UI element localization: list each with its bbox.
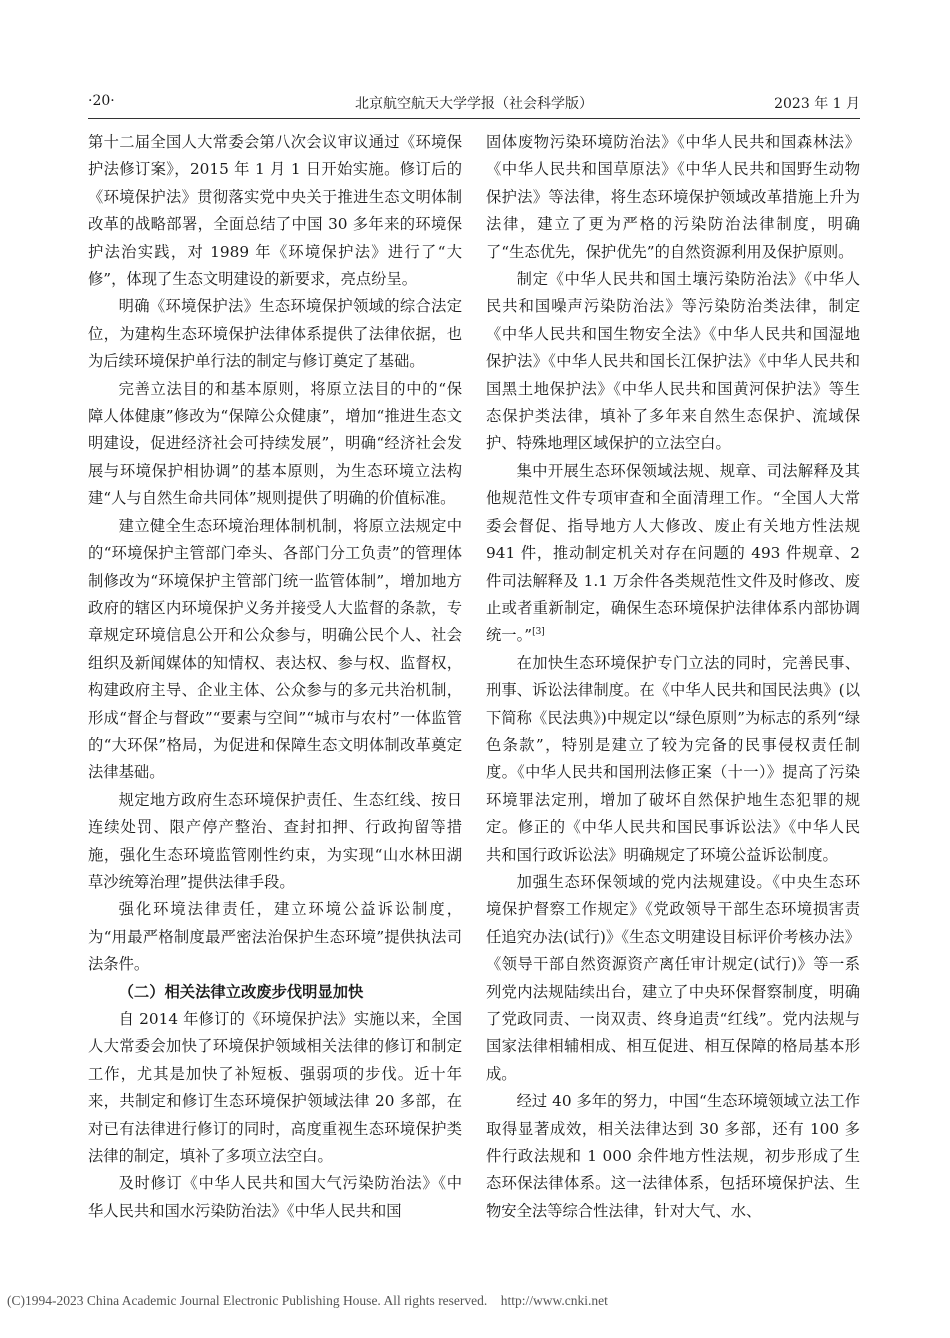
paragraph: 明确《环境保护法》生态环境保护领域的综合法定位，为建构生态环境保护法律体系提供了法律依据，也为后续环境保护单行法的制定与修订奠定了基础。 [88,297,462,371]
header-rule [88,118,860,119]
paragraph: 规定地方政府生态环境保护责任、生态红线、按日连续处罚、限产停产整治、查封扣押、行政拘留等措施，强化生态环境监管刚性约束，为实现“山水林田湖草沙统筹治理”提供法律手段。 [88,790,462,891]
issue-date: 2023 年 1 月 [774,96,860,112]
running-header [88,93,860,115]
left-column [88,129,462,1225]
paragraph: 强化环境法律责任，建立环境公益诉讼制度，为“用最严格制度最严密法治保护生态环境”提供执法司法条件。 [88,900,462,974]
quote-text: 集中开展生态环保领域法规、规章、司法解释及其他规范性文件专项审查和全面清理工作。“全国人大常委会督促、指导地方人大修改、废止有关地方性法规 941 件，推动制定机关对存在问题的 493 件规章、2 件司法解释及 1.1 万余件各类规范性文件及时修改、废止或者重新制定，确保生态环境保护法律体系内部协调统一。” [486,461,860,645]
paragraph: 加强生态环保领域的党内法规建设。《中央生态环境保护督察工作规定》《党政领导干部生态环境损害责任追究办法(试行)》《生态文明建设目标评价考核办法》《领导干部自然资源资产离任审计规定(试行)》等一系列党内法规陆续出台，建立了中央环保督察制度，明确了党政同责、一岗双责、终身追责“红线”。党内法规与国家法律相辅相成、相互促进、相互保障的格局基本形成。 [486,872,860,1083]
page-number: ·20· [88,93,115,109]
paragraph: 及时修订《中华人民共和国大气污染防治法》《中华人民共和国水污染防治法》《中华人民共和国 [88,1174,462,1220]
right-column [486,129,860,1225]
paragraph: 经过 40 多年的努力，中国“生态环境领域立法工作取得显著成效，相关法律达到 30 多部，还有 100 多件行政法规和 1 000 余件地方性法规，初步形成了生态环保法律体系。这一法律体系，包括环境保护法、生物安全法等综合性法律，针对大气、水、 [486,1092,860,1220]
paragraph [486,458,860,650]
paragraph: 第十二届全国人大常委会第八次会议审议通过《环境保护法修订案》，2015 年 1 月 1 日开始实施。修订后的《环境保护法》贯彻落实党中央关于推进生态文明体制改革的战略部署，全面总结了中国 30 多年来的环境保护法治实践，对 1989 年《环境保护法》进行了“大修”，体现了生态文明建设的新要求，亮点纷呈。 [88,133,462,289]
paragraph: 建立健全生态环境治理体制机制，将原立法规定中的“环境保护主管部门牵头、各部门分工负责”的管理体制修改为“环境保护主管部门统一监管体制”，增加地方政府的辖区内环境保护义务并接受人大监督的条款，专章规定环境信息公开和公众参与，明确公民个人、社会组织及新闻媒体的知情权、表达权、参与权、监督权，构建政府主导、企业主体、公众参与的多元共治机制，形成“督企与督政”“要素与空间”“城市与农村”一体监管的“大环保”格局，为促进和保障生态文明体制改革奠定法律基础。 [88,516,462,782]
journal-title: 北京航空航天大学学报（社会科学版） [355,96,593,112]
paragraph: 在加快生态环境保护专门立法的同时，完善民事、刑事、诉讼法律制度。在《中华人民共和国民法典》(以下简称《民法典》)中规定以“绿色原则”为标志的系列“绿色条款”，特别是建立了较为完备的民事侵权责任制度。《中华人民共和国刑法修正案（十一）》提高了污染环境罪法定刑，增加了破坏自然保护地生态犯罪的规定。修正的《中华人民共和国民事诉讼法》《中华人民共和国行政诉讼法》明确规定了环境公益诉讼制度。 [486,653,860,864]
paragraph: 固体废物污染环境防治法》《中华人民共和国森林法》《中华人民共和国草原法》《中华人民共和国野生动物保护法》等法律，将生态环境保护领域改革措施上升为法律，建立了更为严格的污染防治法律制度，明确了“生态优先，保护优先”的自然资源利用及保护原则。 [486,133,860,261]
paragraph: 制定《中华人民共和国土壤污染防治法》《中华人民共和国噪声污染防治法》等污染防治类法律，制定《中华人民共和国生物安全法》《中华人民共和国湿地保护法》《中华人民共和国长江保护法》《中华人民共和国黑土地保护法》《中华人民共和国黄河保护法》等生态保护类法律，填补了多年来自然生态保护、流域保护、特殊地理区域保护的立法空白。 [486,270,860,453]
cnki-link[interactable]: http://www.cnki.net [500,1293,608,1308]
paragraph: 完善立法目的和基本原则，将原立法目的中的“保障人体健康”修改为“保障公众健康”，增加“推进生态文明建设，促进经济社会可持续发展”，明确“经济社会发展与环境保护相协调”的基本原则，为生态环境立法构建“人与自然生命共同体”规则提供了明确的价值标准。 [88,379,462,508]
copyright-text: (C)1994-2023 China Academic Journal Electronic Publishing House. All rights reserved. [7,1293,488,1308]
section-heading: （二）相关法律立改废步伐明显加快 [118,982,364,1001]
citation-ref[interactable]: [3] [532,627,545,638]
paragraph: 自 2014 年修订的《环境保护法》实施以来，全国人大常委会加快了环境保护领域相关法律的修订和制定工作，尤其是加快了补短板、强弱项的步伐。近十年来，共制定和修订生态环境保护领域法律 20 多部，在对已有法律进行修订的同时，高度重视生态环境保护类法律的制定，填补了多项立法空白。 [88,1010,462,1166]
copyright-footer [7,1293,608,1309]
